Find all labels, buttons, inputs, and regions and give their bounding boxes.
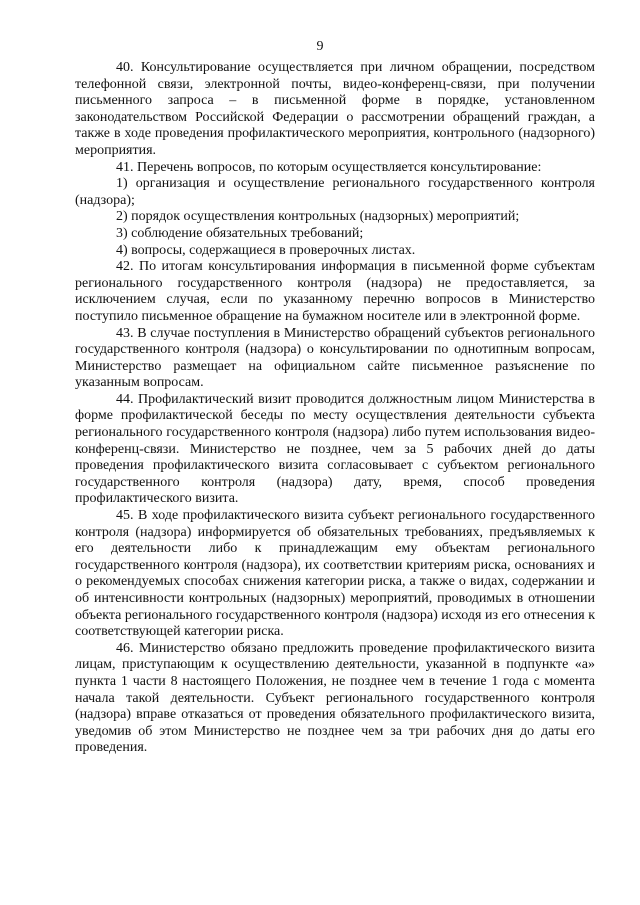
- paragraph-41: 41. Перечень вопросов, по которым осуществляется консультирование:: [116, 159, 542, 175]
- paragraph-46: 46. Министерство обязано предложить проведение профилактического визита лицам, приступающим к осуществлению деятельности, указанной в подпункте «а» пункта 1 части 8 настоящего Положения, не позднее чем в течение 1 года с момента начала такой деятельности. Субъект регионального государственного контроля (надзора) вправе отказаться от проведения обязательного профилактического визита, уведомив об этом Министерство не позднее чем за три рабочих дня до даты его проведения.: [75, 640, 595, 756]
- paragraph-43: 43. В случае поступления в Министерство обращений субъектов регионального государственного контроля (надзора) о консультировании по однотипным вопросам, Министерство размещает на официальном сайте письменное разъяснение по указанным вопросам.: [75, 325, 595, 391]
- list-item-2: 2) порядок осуществления контрольных (надзорных) мероприятий;: [116, 209, 520, 225]
- list-item-3: 3) соблюдение обязательных требований;: [116, 225, 364, 241]
- paragraph-45: 45. В ходе профилактического визита субъект регионального государственного контроля (надзора) информируется об обязательных требованиях, предъявляемых к его деятельности либо к принадлежащим ему объектам регионального государственного контроля (надзора), их соответствии критериям риска, основаниях и о рекомендуемых способах снижения категории риска, а также о видах, содержании и об интенсивности контрольных (надзорных) мероприятий, проводимых в отношении объекта регионального государственного контроля (надзора) исходя из его отнесения к соответствующей категории риска.: [75, 508, 595, 640]
- paragraph-44: 44. Профилактический визит проводится должностным лицом Министерства в форме профилактической беседы по месту осуществления деятельности субъекта регионального государственного контроля (надзора) либо путем использования видео-конференц-связи. Министерство не позднее, чем за 5 рабочих дней до даты проведения профилактического визита согласовывает с субъектом регионального государственного контроля (надзора) дату, время, способ проведения профилактического визита.: [75, 391, 595, 507]
- paragraph-40: 40. Консультирование осуществляется при личном обращении, посредством телефонной связи, электронной почты, видео-конференц-связи, при получении письменного запроса – в письменной форме в порядке, установленном законодательством Российской Федерации о рассмотрении обращений граждан, а также в ходе проведения профилактического мероприятия, контрольного (надзорного) мероприятия.: [75, 60, 595, 158]
- list-item-1: 1) организация и осуществление регионального государственного контроля (надзора);: [75, 176, 595, 208]
- page-number: 9: [316, 39, 324, 54]
- paragraph-42: 42. По итогам консультирования информация в письменной форме субъектам регионального государственного контроля (надзора) не предоставляется, за исключением случая, если по указанному перечню вопросов в Министерство поступило письменное обращение на бумажном носителе или в электронной форме.: [75, 259, 595, 324]
- list-item-4: 4) вопросы, содержащиеся в проверочных листах.: [116, 242, 416, 258]
- document-body: [75, 60, 595, 757]
